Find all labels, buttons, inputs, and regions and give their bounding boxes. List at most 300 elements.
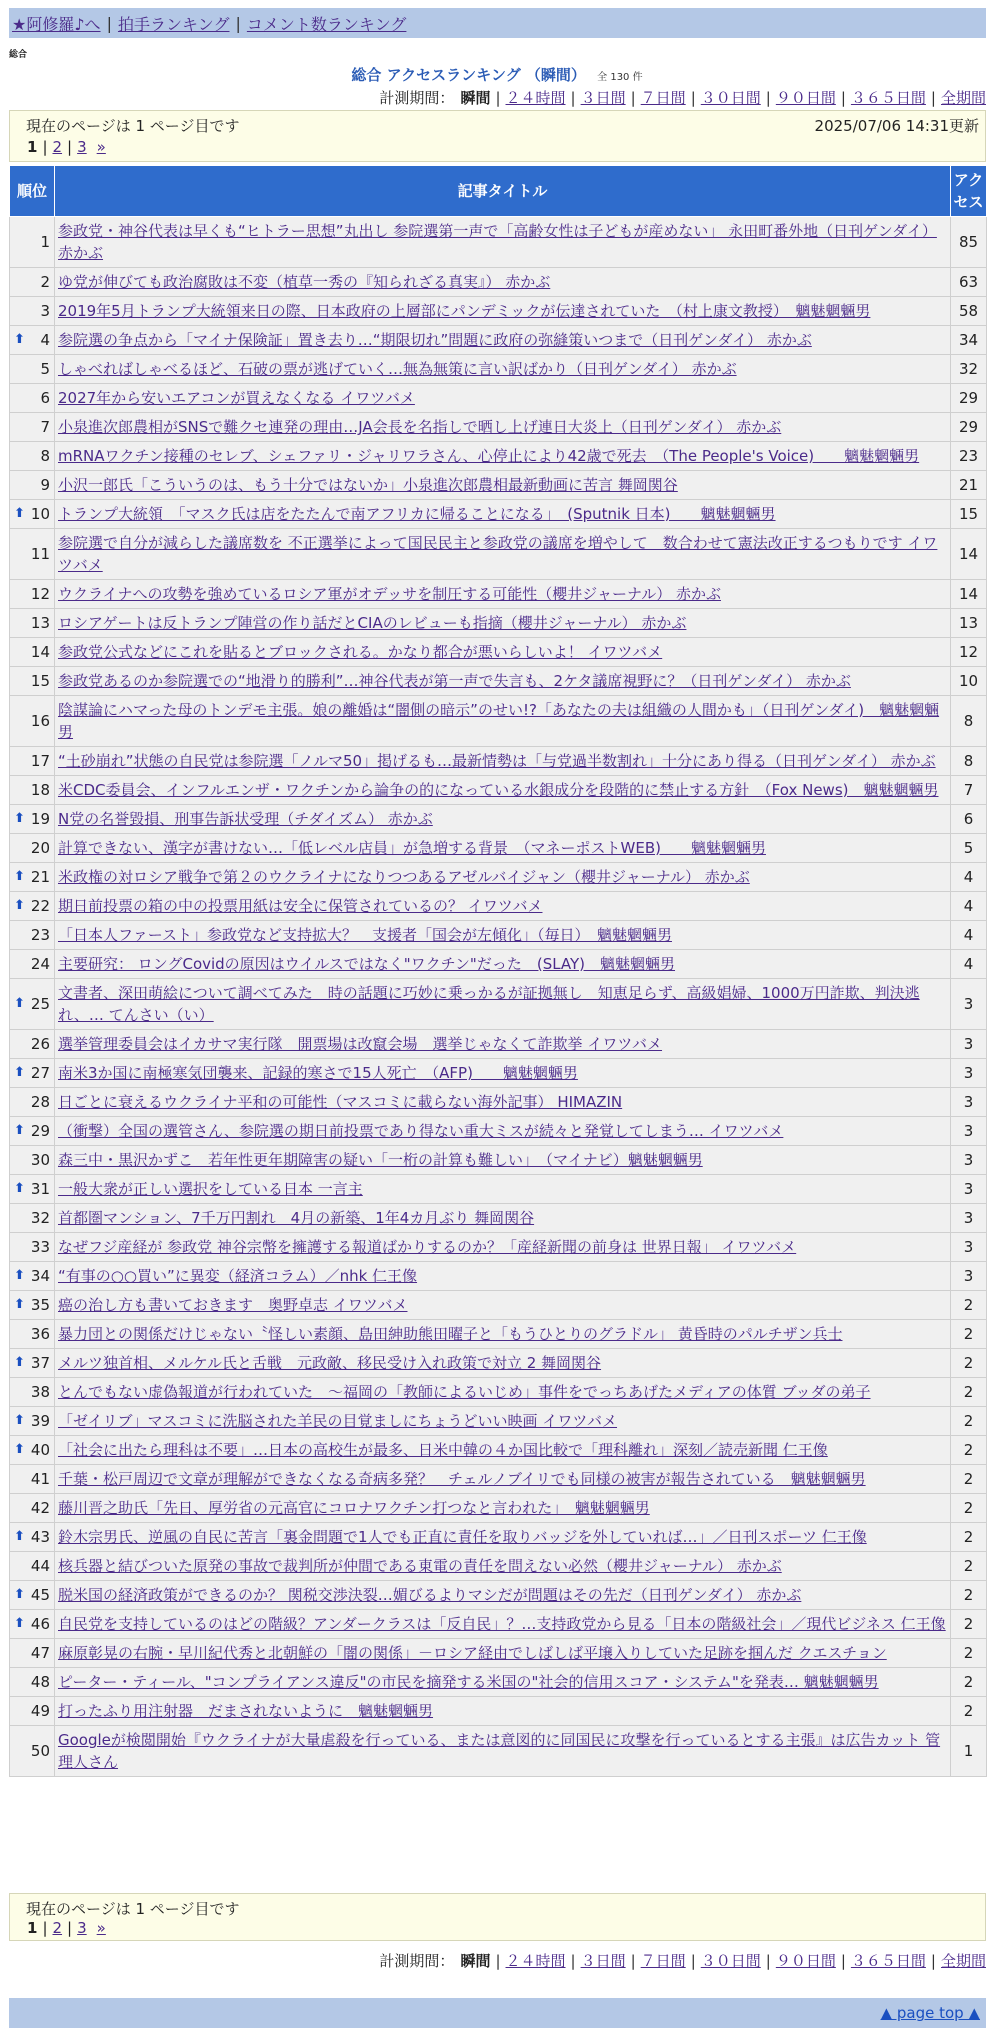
rank-cell xyxy=(10,921,55,950)
table-row xyxy=(10,326,987,355)
rank-number: 37 xyxy=(30,1354,50,1372)
pager-separator: | xyxy=(67,1919,73,1937)
article-title-link[interactable]: 参院選の争点から「マイナ保険証」置き去り…“期限切れ”問題に政府の弥縫策いつまで（日刊ゲンダイ） 赤かぶ xyxy=(58,331,812,349)
table-row xyxy=(10,609,987,638)
article-title-link[interactable]: トランプ大統領 「マスク氏は店をたたんで南アフリカに帰ることになる」 (Sputnik 日本) 魑魅魍魎男 xyxy=(58,505,776,523)
table-row xyxy=(10,471,987,500)
article-title-link[interactable]: 選挙管理委員会はイカサマ実行隊 開票場は改竄会場 選挙じゃなくて詐欺挙 イワツバメ xyxy=(58,1035,663,1053)
table-row xyxy=(10,442,987,471)
rank-number: 42 xyxy=(30,1499,50,1517)
table-row xyxy=(10,217,987,268)
access-count: 8 xyxy=(951,696,987,747)
rank-cell xyxy=(10,580,55,609)
table-row xyxy=(10,747,987,776)
period-option-2[interactable]: ３日間 xyxy=(580,1952,626,1970)
rank-cell xyxy=(10,471,55,500)
rank-number: 40 xyxy=(30,1441,50,1459)
clap-ranking-link[interactable]: 拍手ランキング xyxy=(117,14,230,34)
period-option-4[interactable]: ３０日間 xyxy=(700,89,761,107)
table-row xyxy=(10,1146,987,1175)
ranking-title xyxy=(0,64,994,85)
rank-number: 44 xyxy=(30,1557,50,1575)
rank-cell xyxy=(10,1030,55,1059)
rank-cell xyxy=(10,696,55,747)
table-row xyxy=(10,580,987,609)
rank-up-arrow-icon: ⬆ xyxy=(14,1587,25,1602)
rank-cell xyxy=(10,1291,55,1320)
article-title-link[interactable]: 2027年から安いエアコンが買えなくなる イワツバメ xyxy=(58,389,415,407)
rank-number: 31 xyxy=(30,1180,50,1198)
title-cell xyxy=(55,268,951,297)
access-count: 2 xyxy=(951,1552,987,1581)
period-option-5[interactable]: ９０日間 xyxy=(775,89,836,107)
rank-cell xyxy=(10,1436,55,1465)
article-title-link[interactable]: 米政権の対ロシア戦争で第２のウクライナになりつつあるアゼルバイジャン（櫻井ジャーナル） 赤かぶ xyxy=(58,868,750,886)
period-separator: | xyxy=(840,1952,846,1970)
rank-number: 24 xyxy=(30,955,50,973)
rank-cell xyxy=(10,1262,55,1291)
table-row xyxy=(10,1494,987,1523)
home-link[interactable]: ★阿修羅♪へ xyxy=(12,14,101,34)
period-option-1[interactable]: ２４時間 xyxy=(505,1952,566,1970)
title-cell xyxy=(55,1175,951,1204)
table-row xyxy=(10,1581,987,1610)
rank-cell xyxy=(10,1494,55,1523)
table-row xyxy=(10,1668,987,1697)
title-cell xyxy=(55,1320,951,1349)
pager-page-3[interactable]: 3 xyxy=(77,1919,87,1937)
rank-cell xyxy=(10,1697,55,1726)
rank-up-arrow-icon: ⬆ xyxy=(14,811,25,826)
article-title-link[interactable]: 「社会に出たら理科は不要」…日本の高校生が最多、日米中韓の４か国比較で「理科離れ」深刻／読売新聞 仁王像 xyxy=(58,1441,828,1459)
rank-number: 49 xyxy=(30,1702,50,1720)
access-count: 2 xyxy=(951,1291,987,1320)
article-title-link[interactable]: 期日前投票の箱の中の投票用紙は安全に保管されているの？ イワツバメ xyxy=(58,897,543,915)
rank-cell xyxy=(10,1639,55,1668)
article-title-link[interactable]: 暴力団との関係だけじゃない〝怪しい素顔、島田紳助熊田曜子と「もうひとりのグラドル」 黄昏時のパルチザン兵士 xyxy=(58,1325,843,1343)
title-cell xyxy=(55,950,951,979)
article-title-link[interactable]: 小泉進次郎農相がSNSで難クセ連発の理由…JA会長を名指しで晒し上げ連日大炎上（日刊ゲンダイ） 赤かぶ xyxy=(58,418,782,436)
title-column-header: 記事タイトル xyxy=(55,166,951,217)
article-title-link[interactable]: ピーター・ティール、"コンプライアンス違反"の市民を摘発する米国の"社会的信用スコア・システム"を発表… 魑魅魍魎男 xyxy=(58,1673,879,1691)
rank-number: 29 xyxy=(30,1122,50,1140)
access-count: 14 xyxy=(951,580,987,609)
article-title-link[interactable]: 小沢一郎氏「こういうのは、もう十分ではないか」小泉進次郎農相最新動画に苦言 舞岡関谷 xyxy=(58,476,678,494)
pager-current-page: 1 xyxy=(27,138,38,156)
article-title-link[interactable]: 主要研究： ロングCovidの原因はウイルスではなく"ワクチン"だった (SLAY) 魑魅魍魎男 xyxy=(58,955,676,973)
period-separator: | xyxy=(495,89,501,107)
table-row xyxy=(10,1465,987,1494)
table-row xyxy=(10,950,987,979)
rank-number: 15 xyxy=(30,672,50,690)
category-label: 総合 xyxy=(9,50,28,60)
access-count: 2 xyxy=(951,1349,987,1378)
rank-cell xyxy=(10,1610,55,1639)
table-row xyxy=(10,1088,987,1117)
access-count: 1 xyxy=(951,1726,987,1777)
rank-up-arrow-icon: ⬆ xyxy=(14,869,25,884)
access-count: 14 xyxy=(951,529,987,580)
table-row xyxy=(10,500,987,529)
period-label: 計測期間： xyxy=(379,89,455,107)
article-title-link[interactable]: 日ごとに衰えるウクライナ平和の可能性（マスコミに載らない海外記事） HIMAZIN xyxy=(58,1093,623,1111)
title-cell xyxy=(55,1726,951,1777)
table-row xyxy=(10,892,987,921)
period-option-3[interactable]: ７日間 xyxy=(640,89,686,107)
pager-separator: | xyxy=(42,1919,48,1937)
article-title-link[interactable]: 文書者、深田萌絵について調べてみた 時の話題に巧妙に乗っかるが証拠無し 知恵足らず、高級娼婦、1000万円詐欺、判決逃れ、… てんさい（い） xyxy=(58,984,920,1024)
article-title-link[interactable]: 南米3か国に南極寒気団襲来、記録的寒さで15人死亡 （AFP) 魑魅魍魎男 xyxy=(58,1064,578,1082)
period-separator: | xyxy=(570,1952,576,1970)
rank-cell xyxy=(10,892,55,921)
table-row xyxy=(10,1639,987,1668)
article-title-link[interactable]: mRNAワクチン接種のセレブ、シェファリ・ジャリワラさん、心停止により42歳で死去 （The People's Voice) 魑魅魍魎男 xyxy=(58,447,920,465)
rank-up-arrow-icon: ⬆ xyxy=(14,506,25,521)
article-title-link[interactable]: 森三中・黒沢かずこ 若年性更年期障害の疑い「一桁の計算も難しい」 （マイナビ）魑魅魍魎男 xyxy=(58,1151,703,1169)
title-cell xyxy=(55,1233,951,1262)
rank-cell xyxy=(10,979,55,1030)
table-row xyxy=(10,1552,987,1581)
access-count: 63 xyxy=(951,268,987,297)
rank-number: 11 xyxy=(30,545,50,563)
rank-number: 23 xyxy=(30,926,50,944)
article-title-link[interactable]: なぜフジ産経が 参政党 神谷宗幣を擁護する報道ばかりするのか？「産経新聞の前身は 世界日報」 イワツバメ xyxy=(58,1238,797,1256)
table-row xyxy=(10,667,987,696)
rank-number: 34 xyxy=(30,1267,50,1285)
rank-number: 10 xyxy=(30,505,50,523)
page-position-text: 現在のページは 1 ページ目です xyxy=(26,1900,240,1918)
rank-cell xyxy=(10,384,55,413)
pager-next-link[interactable]: » xyxy=(96,138,106,156)
article-title-link[interactable]: 首都圏マンション、7千万円割れ 4月の新築、1年4カ月ぶり 舞岡関谷 xyxy=(58,1209,535,1227)
rank-cell xyxy=(10,1204,55,1233)
rank-cell xyxy=(10,609,55,638)
article-title-link[interactable]: ウクライナへの攻勢を強めているロシア軍がオデッサを制圧する可能性（櫻井ジャーナル） 赤かぶ xyxy=(58,585,721,603)
title-cell xyxy=(55,529,951,580)
access-count: 2 xyxy=(951,1494,987,1523)
ranking-table-body xyxy=(10,217,987,1777)
rank-cell xyxy=(10,1233,55,1262)
title-cell xyxy=(55,1030,951,1059)
article-title-link[interactable]: 2019年5月トランプ大統領来日の際、日本政府の上層部にパンデミックが伝達されていた （村上康文教授） 魑魅魍魎男 xyxy=(58,302,871,320)
access-count: 6 xyxy=(951,805,987,834)
rank-cell xyxy=(10,1378,55,1407)
title-cell xyxy=(55,805,951,834)
rank-number: 35 xyxy=(30,1296,50,1314)
rank-number: 4 xyxy=(40,331,50,349)
title-cell xyxy=(55,384,951,413)
rank-number: 22 xyxy=(30,897,50,915)
access-count: 4 xyxy=(951,950,987,979)
access-count: 21 xyxy=(951,471,987,500)
access-count: 3 xyxy=(951,1146,987,1175)
article-title-link[interactable]: 藤川晋之助氏「先日、厚労省の元高官にコロナワクチン打つなと言われた」 魑魅魍魎男 xyxy=(58,1499,650,1517)
rank-cell xyxy=(10,500,55,529)
article-title-link[interactable]: 脱米国の経済政策ができるのか？ 関税交渉決裂…媚びるよりマシだが問題はその先だ（日刊ゲンダイ） 赤かぶ xyxy=(58,1586,802,1604)
rank-up-arrow-icon: ⬆ xyxy=(14,332,25,347)
pager-page-2[interactable]: 2 xyxy=(52,1919,63,1937)
table-row xyxy=(10,1117,987,1146)
table-row xyxy=(10,805,987,834)
article-title-link[interactable]: “有事の○○買い”に異変（経済コラム）／nhk 仁王像 xyxy=(58,1267,418,1285)
rank-cell xyxy=(10,1146,55,1175)
table-row xyxy=(10,1291,987,1320)
title-cell xyxy=(55,1523,951,1552)
title-cell xyxy=(55,747,951,776)
article-title-link[interactable]: 「ゼイリブ」マスコミに洗脳された羊民の目覚ましにちょうどいい映画 イワツバメ xyxy=(58,1412,618,1430)
table-row xyxy=(10,1262,987,1291)
rank-number: 25 xyxy=(30,995,50,1013)
access-count: 2 xyxy=(951,1697,987,1726)
article-title-link[interactable]: しゃべればしゃべるほど、石破の票が逃げていく…無為無策に言い訳ばかり（日刊ゲンダイ） 赤かぶ xyxy=(58,360,737,378)
table-row xyxy=(10,1726,987,1777)
access-count: 3 xyxy=(951,1117,987,1146)
article-title-link[interactable]: 核兵器と結びついた原発の事故で裁判所が仲間である東電の責任を問えない必然（櫻井ジャーナル） 赤かぶ xyxy=(58,1557,782,1575)
page-position-text: 現在のページは 1 ページ目です xyxy=(26,117,240,135)
period-option-6[interactable]: ３６５日間 xyxy=(850,1952,926,1970)
updated-timestamp: 2025/07/06 14:31更新 xyxy=(814,117,979,135)
rank-cell xyxy=(10,1059,55,1088)
access-count: 5 xyxy=(951,834,987,863)
rank-cell xyxy=(10,1581,55,1610)
title-cell xyxy=(55,979,951,1030)
rank-cell xyxy=(10,1320,55,1349)
title-cell xyxy=(55,1059,951,1088)
rank-number: 12 xyxy=(30,585,50,603)
table-row xyxy=(10,297,987,326)
period-selector-top xyxy=(379,87,986,108)
table-row xyxy=(10,1523,987,1552)
title-cell xyxy=(55,1436,951,1465)
table-row xyxy=(10,979,987,1030)
rank-number: 46 xyxy=(30,1615,50,1633)
rank-cell xyxy=(10,834,55,863)
title-cell xyxy=(55,217,951,268)
pager-separator: | xyxy=(67,138,73,156)
rank-number: 9 xyxy=(40,476,50,494)
pager-page-3[interactable]: 3 xyxy=(77,138,87,156)
period-separator: | xyxy=(690,1952,696,1970)
access-count: 34 xyxy=(951,326,987,355)
access-count: 4 xyxy=(951,863,987,892)
rank-number: 39 xyxy=(30,1412,50,1430)
table-row xyxy=(10,1233,987,1262)
period-separator: | xyxy=(495,1952,501,1970)
title-cell xyxy=(55,1494,951,1523)
rank-up-arrow-icon: ⬆ xyxy=(14,1616,25,1631)
article-title-link[interactable]: ゆ党が伸びても政治腐敗は不変（植草一秀の『知られざる真実』） 赤かぶ xyxy=(58,273,551,291)
access-count: 3 xyxy=(951,1233,987,1262)
pager-current-page: 1 xyxy=(27,1919,38,1937)
comment-ranking-link[interactable]: コメント数ランキング xyxy=(246,14,407,34)
period-option-5[interactable]: ９０日間 xyxy=(775,1952,836,1970)
pager-top xyxy=(27,138,106,156)
article-title-link[interactable]: 参政党公式などにこれを貼るとブロックされる。かなり都合が悪いらしいよ！ イワツバメ xyxy=(58,643,663,661)
title-cell xyxy=(55,1204,951,1233)
article-title-link[interactable]: “土砂崩れ”状態の自民党は参院選「ノルマ50」掲げるも…最新情勢は「与党過半数割れ」十分にあり得る（日刊ゲンダイ） 赤かぶ xyxy=(58,752,936,770)
access-count: 2 xyxy=(951,1523,987,1552)
access-count: 3 xyxy=(951,1204,987,1233)
article-title-link[interactable]: メルツ独首相、メルケル氏と舌戦 元政敵、移民受け入れ政策で対立 2 舞岡関谷 xyxy=(58,1354,602,1372)
pager-page-2[interactable]: 2 xyxy=(52,138,63,156)
access-count: 7 xyxy=(951,776,987,805)
rank-cell xyxy=(10,638,55,667)
title-cell xyxy=(55,1465,951,1494)
rank-up-arrow-icon: ⬆ xyxy=(14,898,25,913)
title-cell xyxy=(55,1668,951,1697)
access-count: 2 xyxy=(951,1436,987,1465)
rank-up-arrow-icon: ⬆ xyxy=(14,1123,25,1138)
title-cell xyxy=(55,471,951,500)
rank-up-arrow-icon: ⬆ xyxy=(14,1413,25,1428)
rank-number: 16 xyxy=(30,712,50,730)
rank-number: 18 xyxy=(30,781,50,799)
article-title-link[interactable]: 「日本人ファースト」参政党など支持拡大？ 支援者「国会が左傾化」（毎日） 魑魅魍魎男 xyxy=(58,926,672,944)
article-title-link[interactable]: 鈴木宗男氏、逆風の自民に苦言「裏金問題で1人でも正直に責任を取りバッジを外していれば…」／日刊スポーツ 仁王像 xyxy=(58,1528,867,1546)
title-cell xyxy=(55,1117,951,1146)
article-title-link[interactable]: N党の名誉毀損、刑事告訴状受理（チダイズム） 赤かぶ xyxy=(58,810,433,828)
table-row xyxy=(10,1030,987,1059)
rank-number: 33 xyxy=(30,1238,50,1256)
table-row xyxy=(10,413,987,442)
table-header-row xyxy=(10,166,987,217)
rank-number: 17 xyxy=(30,752,50,770)
article-title-link[interactable]: Googleが検閲開始『ウクライナが大量虐殺を行っている、または意図的に同国民に攻撃を行っているとする主張』は広告カット 管理人さん xyxy=(58,1731,941,1771)
access-count: 2 xyxy=(951,1610,987,1639)
rank-cell xyxy=(10,1726,55,1777)
access-count: 32 xyxy=(951,355,987,384)
title-cell xyxy=(55,776,951,805)
title-cell xyxy=(55,892,951,921)
period-option-2[interactable]: ３日間 xyxy=(580,89,626,107)
period-current: 瞬間 xyxy=(460,1952,491,1970)
table-row xyxy=(10,529,987,580)
table-row xyxy=(10,1175,987,1204)
title-cell xyxy=(55,696,951,747)
article-title-link[interactable]: 千葉・松戸周辺で文章が理解ができなくなる奇病多発？ チェルノブイリでも同様の被害が報告されている 魑魅魍魎男 xyxy=(58,1470,866,1488)
period-option-4[interactable]: ３０日間 xyxy=(700,1952,761,1970)
article-title-link[interactable]: 米CDC委員会、インフルエンザ・ワクチンから論争の的になっている水銀成分を段階的に禁止する方針 （Fox News) 魑魅魍魎男 xyxy=(58,781,939,799)
title-cell xyxy=(55,442,951,471)
period-separator: | xyxy=(570,89,576,107)
table-row xyxy=(10,1697,987,1726)
pager-next-link[interactable]: » xyxy=(96,1919,106,1937)
period-separator: | xyxy=(930,1952,936,1970)
rank-cell xyxy=(10,1465,55,1494)
title-cell xyxy=(55,863,951,892)
rank-number: 20 xyxy=(30,839,50,857)
rank-cell xyxy=(10,217,55,268)
article-title-link[interactable]: 参政党・神谷代表は早くも“ヒトラー思想”丸出し 参院選第一声で「高齢女性は子どもが産めない」 永田町番外地（日刊ゲンダイ） 赤かぶ xyxy=(58,222,937,262)
access-count: 15 xyxy=(951,500,987,529)
rank-number: 6 xyxy=(40,389,50,407)
access-count: 2 xyxy=(951,1465,987,1494)
article-title-link[interactable]: 打ったふり用注射器 だまされないように 魑魅魍魎男 xyxy=(58,1702,434,1720)
rank-number: 47 xyxy=(30,1644,50,1662)
rank-number: 38 xyxy=(30,1383,50,1401)
title-cell xyxy=(55,667,951,696)
table-row xyxy=(10,1320,987,1349)
title-cell xyxy=(55,1088,951,1117)
article-title-link[interactable]: 癌の治し方も書いておきます 奥野卓志 イワツバメ xyxy=(58,1296,408,1314)
table-row xyxy=(10,1059,987,1088)
article-title-link[interactable]: （衝撃）全国の選管さん、参院選の期日前投票であり得ない重大ミスが続々と発覚してしまう… イワツバメ xyxy=(58,1122,784,1140)
title-cell xyxy=(55,1639,951,1668)
rank-number: 28 xyxy=(30,1093,50,1111)
article-title-link[interactable]: ロシアゲートは反トランプ陣営の作り話だとCIAのレビューも指摘（櫻井ジャーナル） 赤かぶ xyxy=(58,614,687,632)
rank-up-arrow-icon: ⬆ xyxy=(14,1181,25,1196)
article-title-link[interactable]: 自民党を支持しているのはどの階級？アンダークラスは「反自民」？…支持政党から見る「日本の階級社会」／現代ビジネス 仁王像 xyxy=(58,1615,946,1633)
period-option-7[interactable]: 全期間 xyxy=(940,1952,986,1970)
article-title-link[interactable]: 参政党あるのか参院選での“地滑り的勝利”…神谷代表が第一声で失言も、2ケタ議席視野に？（日刊ゲンダイ） 赤かぶ xyxy=(58,672,851,690)
title-cell xyxy=(55,1697,951,1726)
article-title-link[interactable]: とんでもない虚偽報道が行われていた ～福岡の「教師によるいじめ」事件をでっちあげたメディアの体質 ブッダの弟子 xyxy=(58,1383,871,1401)
rank-cell xyxy=(10,776,55,805)
access-count: 8 xyxy=(951,747,987,776)
access-count: 85 xyxy=(951,217,987,268)
table-row xyxy=(10,863,987,892)
rank-number: 26 xyxy=(30,1035,50,1053)
period-current: 瞬間 xyxy=(460,89,491,107)
access-count: 29 xyxy=(951,413,987,442)
title-cell xyxy=(55,921,951,950)
article-title-link[interactable]: 陰謀論にハマった母のトンデモ主張。娘の離婚は“闇側の暗示”のせい!?「あなたの夫は組織の人間かも」（日刊ゲンダイ) 魑魅魍魎男 xyxy=(58,701,940,741)
rank-cell xyxy=(10,1523,55,1552)
nav-separator: | xyxy=(235,13,241,33)
rank-number: 19 xyxy=(30,810,50,828)
access-count: 29 xyxy=(951,384,987,413)
rank-up-arrow-icon: ⬆ xyxy=(14,1065,25,1080)
period-separator: | xyxy=(840,89,846,107)
period-option-1[interactable]: ２４時間 xyxy=(505,89,566,107)
period-separator: | xyxy=(630,89,636,107)
pager-separator: | xyxy=(42,138,48,156)
page-info-top xyxy=(9,110,986,162)
article-title-link[interactable]: 麻原彰晃の右腕・早川紀代秀と北朝鮮の「闇の関係」－ロシア経由でしばしば平壌入りしていた足跡を掴んだ クエスチョン xyxy=(58,1644,887,1662)
rank-cell xyxy=(10,529,55,580)
title-cell xyxy=(55,638,951,667)
rank-number: 43 xyxy=(30,1528,50,1546)
period-option-6[interactable]: ３６５日間 xyxy=(850,89,926,107)
page-top-link[interactable]: ▲ page top ▲ xyxy=(880,2004,980,2022)
article-title-link[interactable]: 一般大衆が正しい選択をしている日本 一言主 xyxy=(58,1180,363,1198)
rank-up-arrow-icon: ⬆ xyxy=(14,1442,25,1457)
period-option-7[interactable]: 全期間 xyxy=(940,89,986,107)
rank-number: 50 xyxy=(30,1742,50,1760)
rank-cell xyxy=(10,326,55,355)
bottom-bar xyxy=(9,1998,986,2028)
rank-cell xyxy=(10,297,55,326)
rank-number: 32 xyxy=(30,1209,50,1227)
access-count: 2 xyxy=(951,1668,987,1697)
table-row xyxy=(10,638,987,667)
article-title-link[interactable]: 参院選で自分が減らした議席数を 不正選挙によって国民民主と参政党の議席を増やして 数合わせて憲法改正するつもりです イワツバメ xyxy=(58,534,938,574)
access-count: 3 xyxy=(951,1059,987,1088)
rank-cell xyxy=(10,1088,55,1117)
period-option-3[interactable]: ７日間 xyxy=(640,1952,686,1970)
rank-number: 14 xyxy=(30,643,50,661)
article-title-link[interactable]: 計算できない、漢字が書けない…「低レベル店員」が急増する背景 （マネーポストWEB) 魑魅魍魎男 xyxy=(58,839,766,857)
access-count: 3 xyxy=(951,1088,987,1117)
rank-up-arrow-icon: ⬆ xyxy=(14,1529,25,1544)
period-selector-bottom xyxy=(379,1950,986,1971)
rank-cell xyxy=(10,805,55,834)
rank-cell xyxy=(10,268,55,297)
rank-column-header: 順位 xyxy=(10,166,55,217)
title-cell xyxy=(55,1581,951,1610)
rank-up-arrow-icon: ⬆ xyxy=(14,1355,25,1370)
nav-separator: | xyxy=(106,13,112,33)
